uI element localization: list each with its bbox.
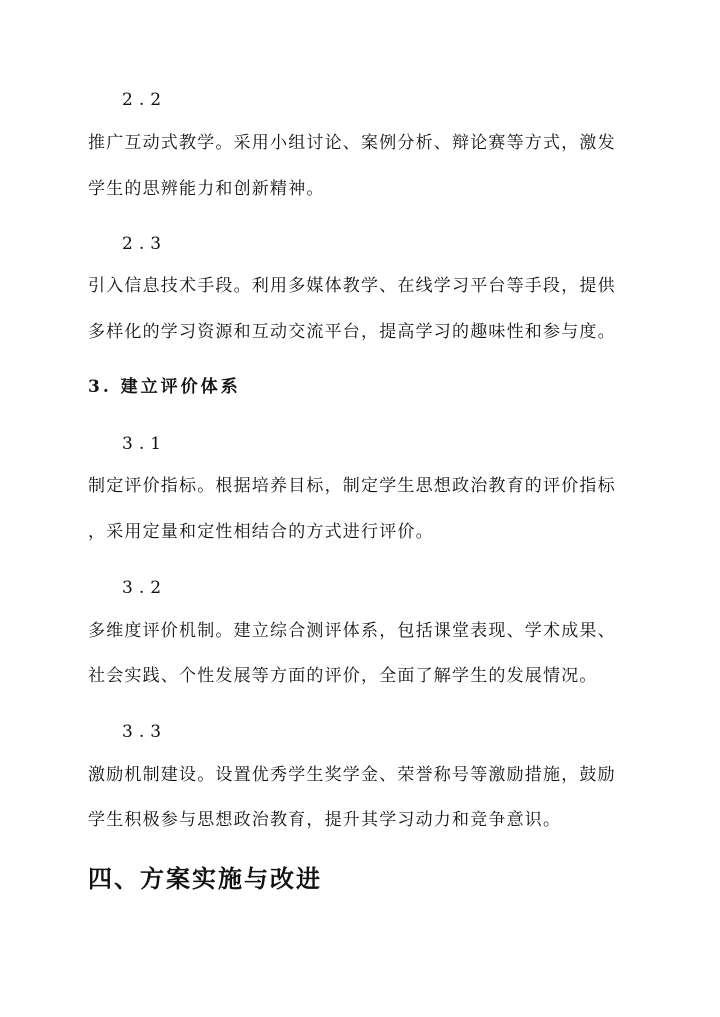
paragraph-line: 多样化的学习资源和互动交流平台，提高学习的趣味性和参与度。	[88, 322, 616, 342]
paragraph-line: ，采用定量和定性相结合的方式进行评价。	[88, 522, 434, 542]
paragraph-line: 学生的思辨能力和创新精神。	[88, 179, 325, 199]
paragraph-line: 引入信息技术手段。利用多媒体教学、在线学习平台等手段，提供	[88, 276, 616, 296]
paragraph-line: 社会实践、个性发展等方面的评价，全面了解学生的发展情况。	[88, 666, 598, 686]
subsection-number-2-3: 2.3	[122, 234, 168, 254]
paragraph-line: 激励机制建设。设置优秀学生奖学金、荣誉称号等激励措施，鼓励	[88, 765, 616, 785]
paragraph-line: 推广互动式教学。采用小组讨论、案例分析、辩论赛等方式，激发	[88, 133, 616, 153]
subsection-number-3-1: 3.1	[122, 434, 168, 454]
chapter-heading-4: 四、方案实施与改进	[88, 864, 322, 893]
paragraph-line: 学生积极参与思想政治教育，提升其学习动力和竞争意识。	[88, 810, 562, 830]
subsection-number-3-2: 3.2	[122, 578, 168, 598]
subsection-number-2-2: 2.2	[122, 90, 168, 110]
paragraph-line: 多维度评价机制。建立综合测评体系，包括课堂表现、学术成果、	[88, 621, 616, 641]
section-heading-3: 3. 建立评价体系	[88, 377, 241, 397]
paragraph-line: 制定评价指标。根据培养目标，制定学生思想政治教育的评价指标	[88, 476, 616, 496]
subsection-number-3-3: 3.3	[122, 722, 168, 742]
